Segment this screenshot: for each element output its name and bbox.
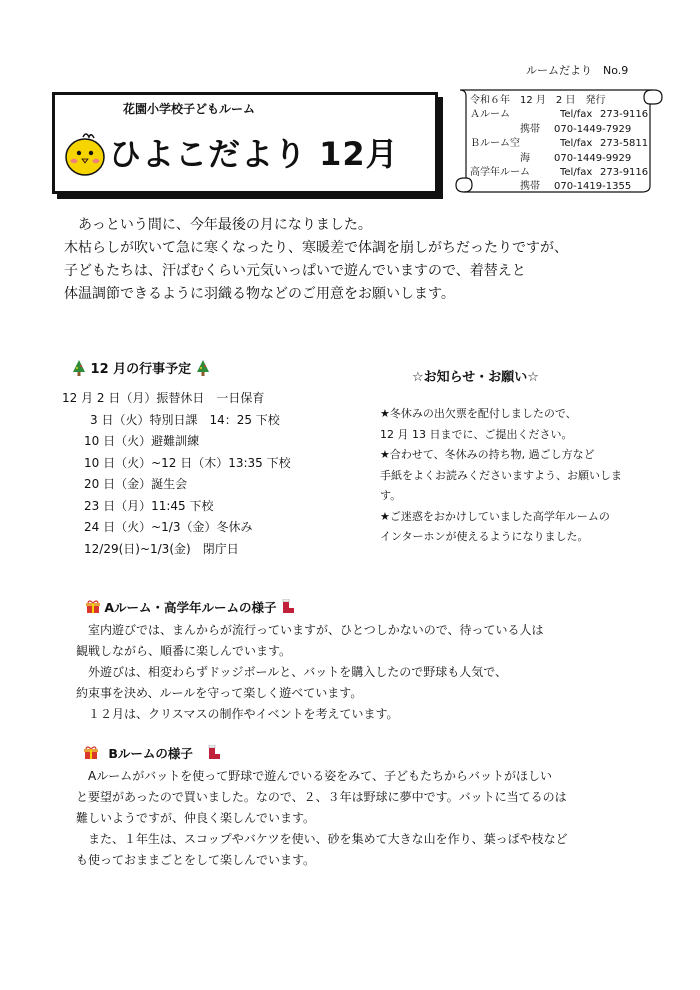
newsletter-number: ルームだより No.9 [526, 64, 629, 77]
section-b-title: Bルームの様子 [108, 746, 193, 761]
christmas-tree-icon [196, 360, 210, 376]
section-a-heading [86, 598, 295, 616]
intro-line: あっという間に、今年最後の月になりました。 [78, 217, 372, 233]
paragraph-line: も使っておままごとをして楽しんでいます。 [76, 853, 316, 867]
paragraph-line: 外遊びは、相変わらずドッジボールと、バットを購入したので野球も人気で、 [76, 665, 508, 679]
schedule-heading-text: 12 月の行事予定 [90, 362, 192, 377]
paragraph-line: と要望があったので買いました。なので、２、３年は野球に夢中です。バットに当てるのは [76, 790, 567, 804]
intro-line: 体温調節できるように羽織る物などのご用意をお願いします。 [64, 286, 455, 302]
paragraph-line: 約束事を決め、ルールを守って楽しく遊べています。 [76, 686, 363, 700]
notice-list [380, 404, 650, 548]
schedule-item: 20 日（金）誕生会 [84, 477, 188, 491]
intro-line: 子どもたちは、汗ばむくらい元気いっぱいで遊んでいますので、着替えと [64, 263, 526, 279]
christmas-boot-icon [207, 745, 221, 760]
christmas-tree-icon [72, 360, 86, 376]
paragraph-line: 室内遊びでは、まんからが流行っていますが、ひとつしかないので、待っている人は [76, 623, 544, 637]
gift-icon [84, 746, 98, 760]
schedule-item: 12/29(日)~1/3(金) 閉庁日 [84, 541, 239, 556]
notice-line: ★合わせて、冬休みの持ち物, 過ごし方など [380, 448, 595, 461]
notice-line: ★冬休みの出欠票を配付しましたので、 [380, 407, 577, 420]
intro-text [64, 214, 568, 306]
notice-line: ★ご迷惑をおかけしていました高学年ルームの [380, 509, 610, 523]
chick-icon [63, 131, 107, 177]
notice-line: す。 [380, 489, 402, 502]
contact-scroll: 令和６年 12 月 2 日 発行 Ａルーム Tel/fax 273-9116 携帯 070-1449-7929 Ｂルーム空 Tel/fax 273-5811 海 070-1449-9929 高学年ルーム Tel/fax 273-9116 携帯 070-1419-1355 [454, 86, 664, 194]
intro-line: 木枯らしが吹いて急に寒くなったり、寒暖差で体調を崩しがちだったりですが、 [64, 240, 568, 256]
notice-line: 12 月 13 日までに、ご提出ください。 [380, 427, 573, 441]
schedule-heading [72, 358, 210, 377]
gift-icon [86, 600, 100, 614]
schedule-item: 24 日（火）~1/3（金）冬休み [84, 520, 253, 534]
section-a-body [76, 620, 544, 725]
section-b-body [76, 766, 568, 871]
notice-line: インターホンが使えるようになりました。 [380, 530, 589, 543]
title-box [52, 92, 438, 194]
schedule-item: 10 日（火）~12 日（木）13:35 下校 [84, 455, 291, 470]
section-a-title: Aルーム・高学年ルームの様子 [104, 600, 277, 615]
section-b-heading [84, 744, 221, 762]
paragraph-line: １２月は、クリスマスの制作やイベントを考えています。 [76, 707, 399, 721]
christmas-boot-icon [281, 599, 295, 614]
schedule-item: 23 日（月）11:45 下校 [84, 498, 214, 513]
schedule-item: 3 日（火）特別日課 14：25 下校 [90, 412, 280, 427]
schedule-list [62, 388, 291, 560]
schedule-item: 12 月 2 日（月）振替休日 一日保育 [62, 391, 265, 405]
main-title: ひよこだより 12月 [109, 135, 399, 173]
paragraph-line: また、１年生は、スコップやバケツを使い、砂を集めて大きな山を作り、葉っぱや枝など [76, 832, 568, 846]
paragraph-line: Aルームがバットを使って野球で遊んでいる姿をみて、子どもたちからバットがほしい [76, 769, 552, 783]
paragraph-line: 難しいようですが、仲良く楽しんでいます。 [76, 811, 316, 825]
notice-line: 手紙をよくお読みくださいますよう、お願いしま [380, 468, 622, 482]
paragraph-line: 観戦しながら、順番に楽しんでいます。 [76, 644, 292, 658]
school-name: 花園小学校子どもルーム [123, 102, 256, 116]
notice-heading: ☆お知らせ・お願い☆ [412, 370, 539, 385]
schedule-item: 10 日（火）避難訓練 [84, 434, 200, 448]
